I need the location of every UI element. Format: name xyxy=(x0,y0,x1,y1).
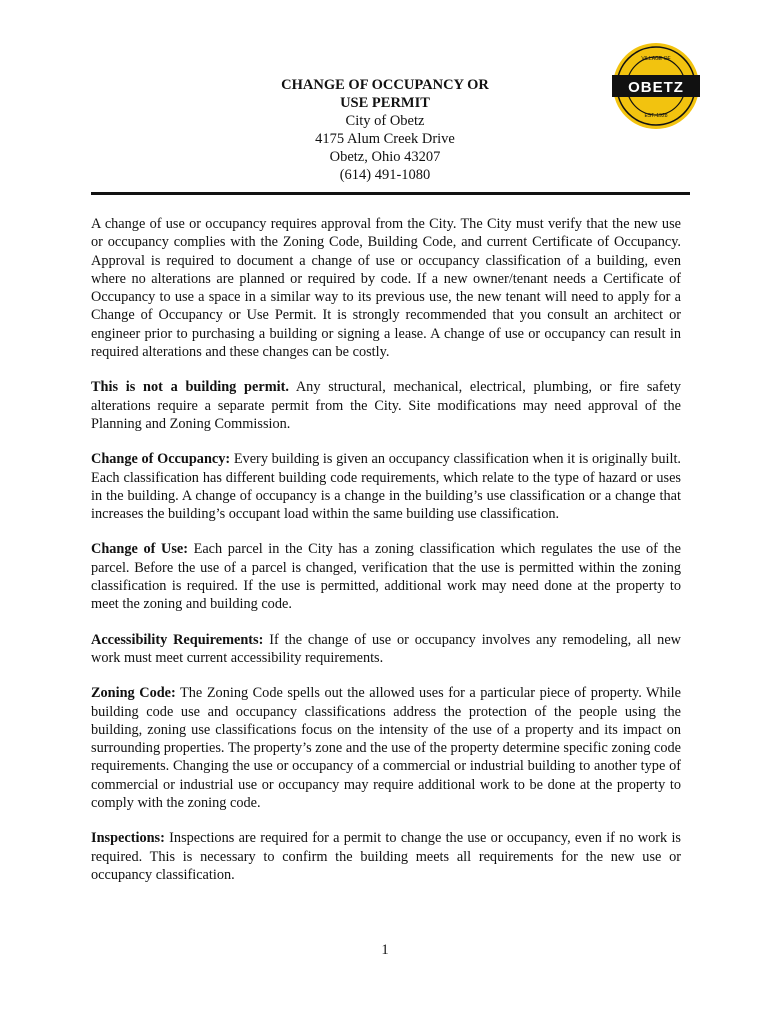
logo-ring-bottom: EST. 1928 xyxy=(644,113,668,119)
paragraph-text: Each parcel in the City has a zoning classification which regulates the use of the parcel. Before the use of a parcel is changed, verification that the use is permitted within the zoning classification is required. If the use is permitted, additional work may need done at the property to meet the zoning and building code. xyxy=(91,541,681,613)
paragraph-text: Inspections are required for a permit to change the use or occupancy, even if no work is required. This is necessary to confirm the building meets all requirements for the new use or occupancy classification. xyxy=(91,830,681,883)
paragraph-change-of-occupancy xyxy=(91,450,681,523)
paragraph-intro xyxy=(91,215,681,361)
document-body xyxy=(91,215,681,901)
document-title-line2: USE PERMIT xyxy=(340,95,430,111)
logo-ring-top: VILLAGE OF xyxy=(641,56,671,62)
paragraph-text: The Zoning Code spells out the allowed uses for a particular piece of property. While building code use and occupancy classifications address the protection of the people using the building, zoning use classifications focus on the intensity of the use of a property and its impact on surrounding properties. The property’s zone and the use of the property determine specific zoning code requirements. Changing the use or occupancy of a commercial or industrial building to another type of commercial or industrial use or occupancy may require additional work to be done at the property to comply with the zoning code. xyxy=(91,685,681,812)
org-address: 4175 Alum Creek Drive xyxy=(315,131,455,147)
paragraph-text: Any structural, mechanical, electrical, plumbing, or fire safety alterations require a separate permit from the City. Site modifications may need approval of the Planning and Zoning Commission. xyxy=(91,379,681,432)
paragraph-heading: Change of Occupancy: xyxy=(91,451,231,468)
org-phone: (614) 491-1080 xyxy=(339,167,431,183)
paragraph-not-building-permit xyxy=(91,378,681,433)
paragraph-change-of-use xyxy=(91,540,681,613)
paragraph-inspections xyxy=(91,829,681,884)
paragraph-text: If the change of use or occupancy involves any remodeling, all new work must meet current accessibility requirements. xyxy=(91,631,681,666)
paragraph-heading: Change of Use: xyxy=(91,541,188,558)
paragraph-heading: This is not a building permit. xyxy=(91,379,289,396)
logo-text: OBETZ xyxy=(628,79,684,96)
obetz-logo-icon xyxy=(612,42,700,130)
document-header xyxy=(230,76,540,184)
paragraph-accessibility xyxy=(91,631,681,668)
paragraph-text: A change of use or occupancy requires approval from the City. The City must verify that the new use or occupancy complies with the Zoning Code, Building Code, and current Certificate of Occupancy. Approval is required to document a change of use or occupancy classification of a building, even where no alterations are planned or required by code. If a new owner/tenant needs a Certificate of Occupancy to use a space in a similar way to its previous use, the new tenant will need to apply for a Change of Occupancy or Use Permit. It is strongly recommended that you consult an architect or engineer prior to purchasing a building or signing a lease. A change of use or occupancy can result in required alterations and these changes can be costly. xyxy=(91,216,681,361)
paragraph-heading: Zoning Code: xyxy=(91,685,176,702)
document-title-line1: CHANGE OF OCCUPANCY OR xyxy=(281,77,489,93)
paragraph-heading: Inspections: xyxy=(91,830,165,847)
header-divider xyxy=(91,192,690,195)
page-number: 1 xyxy=(381,942,389,958)
paragraph-zoning-code xyxy=(91,684,681,812)
org-city-state: Obetz, Ohio 43207 xyxy=(329,149,441,165)
org-name: City of Obetz xyxy=(345,113,425,129)
paragraph-heading: Accessibility Requirements: xyxy=(91,631,264,648)
paragraph-text: Every building is given an occupancy classification when it is originally built. Each classification has different building code requirements, which relate to the type of hazard or uses in the building. A change of occupancy is a change in the building’s use classification or a change that increases the building’s occupant load within the same building use classification. xyxy=(91,451,682,523)
